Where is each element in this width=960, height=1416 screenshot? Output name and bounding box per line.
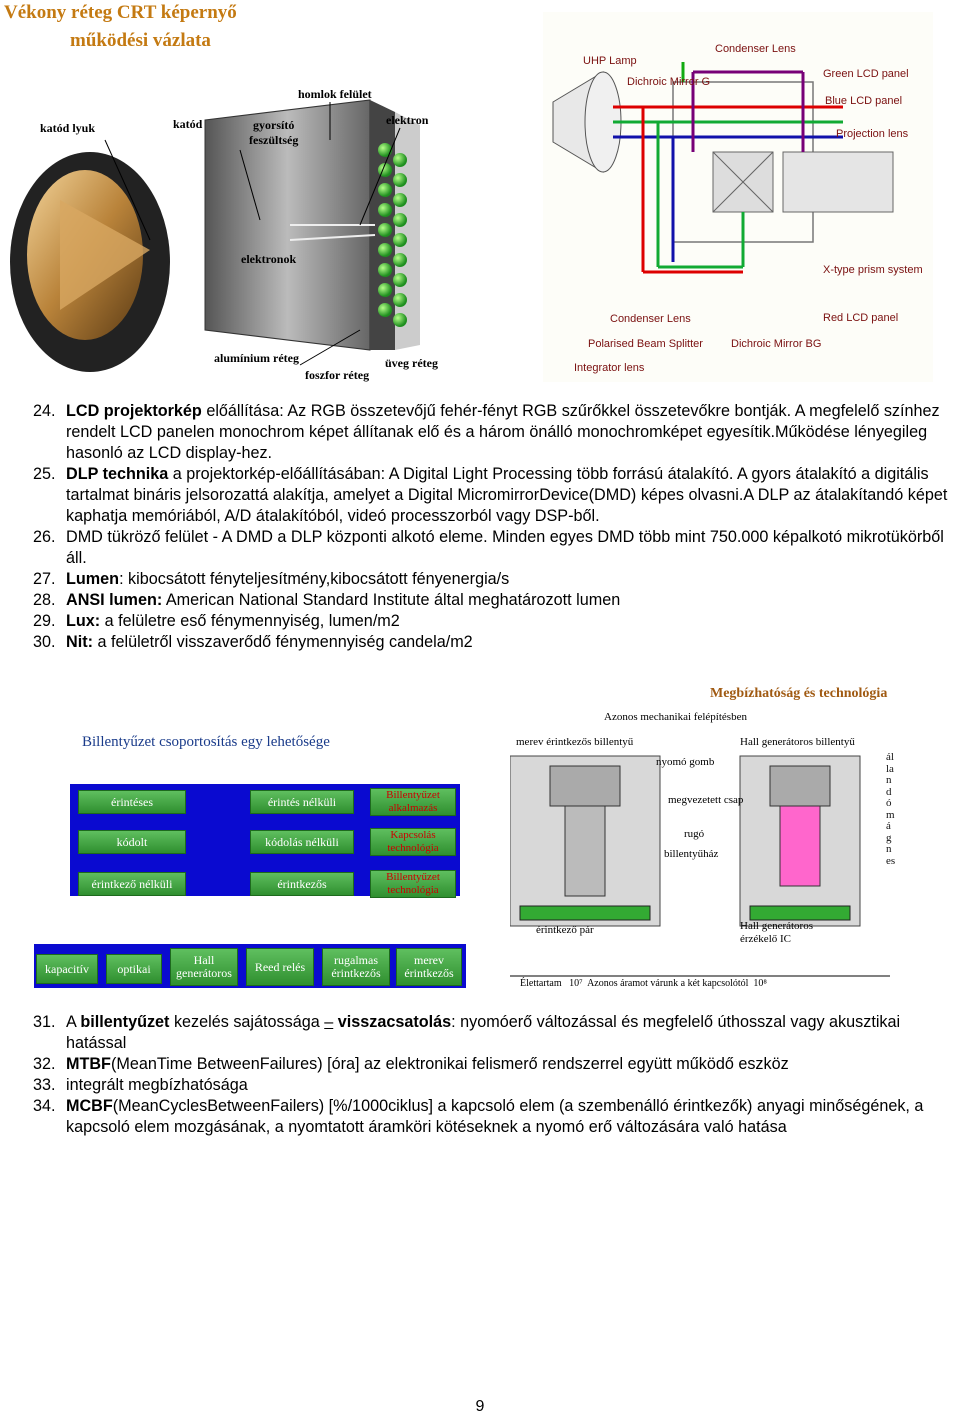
kbd-box-optikai: optikai xyxy=(106,954,162,984)
list-item xyxy=(0,1012,960,1054)
label-gyorsito: gyorsító xyxy=(253,118,295,132)
kbd-box-kodolt: kódolt xyxy=(78,830,186,854)
label-condenser-lens-bottom: Condenser Lens xyxy=(610,313,691,325)
crt-title-line1: Vékony réteg CRT képernyő xyxy=(4,2,237,23)
item-number: 24. xyxy=(33,402,56,420)
item-text: (MeanTime BetweenFailures) [óra] az elektronikai felismerő rendszerrel együtt működő eszköz xyxy=(110,1055,789,1073)
kbd-box-technologia: Billentyűzet technológia xyxy=(370,870,456,898)
label-uhp-lamp: UHP Lamp xyxy=(583,55,637,67)
label-katod-lyuk: katód lyuk xyxy=(40,121,96,135)
label-nyomo-gomb: nyomó gomb xyxy=(656,756,715,768)
item-number: 28. xyxy=(33,591,56,609)
kbd-box-merev: merev érintkezős xyxy=(396,948,462,986)
label-projection-lens: Projection lens xyxy=(836,128,909,140)
definitions-list-b xyxy=(0,1012,960,1138)
label-billentyuhaz: billentyűház xyxy=(664,848,719,860)
kbd-box-alkalmazas: Billentyűzet alkalmazás xyxy=(370,788,456,816)
crt-title-line2: működési vázlata xyxy=(70,30,211,51)
kbd-box-erinteses: érintéses xyxy=(78,790,186,814)
list-item xyxy=(0,632,960,653)
item-term: MCBF xyxy=(66,1097,113,1115)
list-item xyxy=(0,611,960,632)
list-item xyxy=(0,1096,960,1138)
lcd-projector-figure xyxy=(543,12,933,382)
kbd-box-rugalmas: rugalmas érintkezős xyxy=(322,948,390,986)
list-item xyxy=(0,569,960,590)
label-merev: merev érintkezős billentyű xyxy=(516,736,634,748)
item-text: a felületre eső fénymennyiség, lumen/m2 xyxy=(100,612,400,630)
kbd-box-hall: Hall generátoros xyxy=(170,948,238,986)
item-text: : nyomóerő változással és megfelelő úthosszal vagy akusztikai hatással xyxy=(66,1013,901,1052)
label-polarised-beam-splitter: Polarised Beam Splitter xyxy=(588,338,703,350)
kbd-box-kodolas-nelkuli: kódolás nélküli xyxy=(250,830,354,854)
label-elettartam: Élettartam 10⁷ Azonos áramot várunk a két kapcsolótól 10⁸ xyxy=(520,978,767,989)
item-text: (MeanCyclesBetweenFailers) [%/1000ciklus] a kapcsoló elem (a szembenálló érintkezők) anyagi minőségének, a kapcsoló elem mozgásának, a nyomtatott áramköri kötéseknek a nyomó erő változására való hatása xyxy=(66,1097,924,1136)
kbd-box-erintkezo-nelkuli: érintkező nélküli xyxy=(78,872,186,896)
item-term: LCD projektorkép xyxy=(66,402,202,420)
label-megvezetett-csap: megvezetett csap xyxy=(668,794,744,806)
label-feszultseg: feszültség xyxy=(249,133,299,147)
crt-diagram xyxy=(0,0,470,382)
label-erintkezo-par: érintkező pár xyxy=(536,924,594,936)
label-homlok-felulet: homlok felület xyxy=(298,87,372,101)
label-elektronok: elektronok xyxy=(241,252,297,266)
kbd-box-erintkezos: érintkezős xyxy=(250,872,354,896)
kbd-box-reed: Reed relés xyxy=(246,948,314,986)
keyboard-classification-figure xyxy=(34,728,466,990)
label-elektron: elektron xyxy=(386,113,429,127)
definitions-list-a xyxy=(0,401,960,653)
item-term: visszacsatolás xyxy=(337,1013,452,1031)
kbd-box-erintes-nelkuli: érintés nélküli xyxy=(250,790,354,814)
label-katod: katód xyxy=(173,117,203,131)
switch-reliability-figure xyxy=(510,686,930,994)
label-red-lcd-panel: Red LCD panel xyxy=(823,312,899,324)
label-allando-magnes: állandó mágnes xyxy=(886,751,896,867)
item-term: Lux: xyxy=(66,612,101,630)
item-number: 31. xyxy=(33,1013,56,1031)
item-dash: – xyxy=(324,1013,334,1031)
label-rugo: rugó xyxy=(684,828,705,840)
item-term: ANSI lumen: xyxy=(66,591,163,609)
item-term: DLP technika xyxy=(66,465,169,483)
item-term: billentyűzet xyxy=(80,1013,170,1031)
crt-figure xyxy=(0,0,470,382)
label-foszfor-reteg: foszfor réteg xyxy=(305,368,370,382)
switch-cross-section xyxy=(510,686,930,994)
switch-figure-title: Megbízhatóság és technológia xyxy=(710,686,888,701)
list-item xyxy=(0,401,960,464)
item-text: a projektorkép-előállításában: A Digital Light Processing több forrású átalakító. A gyors átalakító a digitális tartalmat bináris jelsorozattá alakítja, amelyet a Digital MicromirrorDevice(DMD) képes olvasni.A DLP az átalakítandó képet kaphatja memóriából, A/D átalakítóból, videó processzorból vagy DSP-ből. xyxy=(66,465,948,525)
item-text: DMD tükröző felület - A DMD a DLP központi alkotó eleme. Minden egyes DMD több mint 750.000 képalkotó mikrotükörből áll. xyxy=(66,528,944,567)
list-item xyxy=(0,1075,960,1096)
item-text: American National Standard Institute által meghatározott lumen xyxy=(162,591,621,609)
item-text: A xyxy=(66,1013,81,1031)
item-text: előállítása: Az RGB összetevőjű fehér-fényt RGB szűrőkkel összetevőkre bontják. A megfelelő színhez rendelt LCD panelen monochrom képet állítanak elő és a három önálló monochromképet egyesítik.Működése lényegileg hasonló az LCD display-hez. xyxy=(66,402,940,462)
label-dichroic-mirror-g: Dichroic Mirror G xyxy=(627,76,711,88)
item-term: MTBF xyxy=(66,1055,111,1073)
item-number: 34. xyxy=(33,1097,56,1115)
label-uveg-reteg: üveg réteg xyxy=(385,356,438,370)
label-x-type-prism: X-type prism system xyxy=(823,264,923,276)
label-green-lcd-panel: Green LCD panel xyxy=(823,68,909,80)
keyboard-figure-title: Billentyűzet csoportosítás egy lehetősége xyxy=(82,734,330,750)
item-text: a felületről visszaverődő fénymennyiség candela/m2 xyxy=(92,633,473,651)
item-number: 25. xyxy=(33,465,56,483)
item-number: 29. xyxy=(33,612,56,630)
list-item xyxy=(0,1054,960,1075)
item-text: kezelés sajátossága xyxy=(169,1013,325,1031)
item-number: 27. xyxy=(33,570,56,588)
label-azonos: Azonos mechanikai felépítésben xyxy=(604,711,747,723)
item-number: 33. xyxy=(33,1076,56,1094)
label-integrator-lens: Integrator lens xyxy=(574,362,645,374)
kbd-box-kapcsolas: Kapcsolás technológia xyxy=(370,828,456,856)
list-item xyxy=(0,464,960,527)
label-hall-ic: Hall generátoros érzékelő IC xyxy=(740,920,813,945)
list-item xyxy=(0,590,960,611)
item-number: 30. xyxy=(33,633,56,651)
label-dichroic-mirror-bg: Dichroic Mirror BG xyxy=(731,338,822,350)
item-text: : kibocsátott fényteljesítmény,kibocsátott fényenergia/s xyxy=(119,570,510,588)
item-text: integrált megbízhatósága xyxy=(66,1076,248,1094)
label-hall-gen: Hall generátoros billentyű xyxy=(740,736,855,748)
page-number: 9 xyxy=(475,1398,485,1415)
item-number: 32. xyxy=(33,1055,56,1073)
list-item xyxy=(0,527,960,569)
item-number: 26. xyxy=(33,528,56,546)
kbd-box-kapacitiv: kapacitív xyxy=(36,954,98,984)
label-condenser-lens-top: Condenser Lens xyxy=(715,43,796,55)
item-term: Lumen xyxy=(66,570,120,588)
label-blue-lcd-panel: Blue LCD panel xyxy=(825,95,903,107)
item-term: Nit: xyxy=(66,633,93,651)
label-aluminium-reteg: alumínium réteg xyxy=(214,351,299,365)
